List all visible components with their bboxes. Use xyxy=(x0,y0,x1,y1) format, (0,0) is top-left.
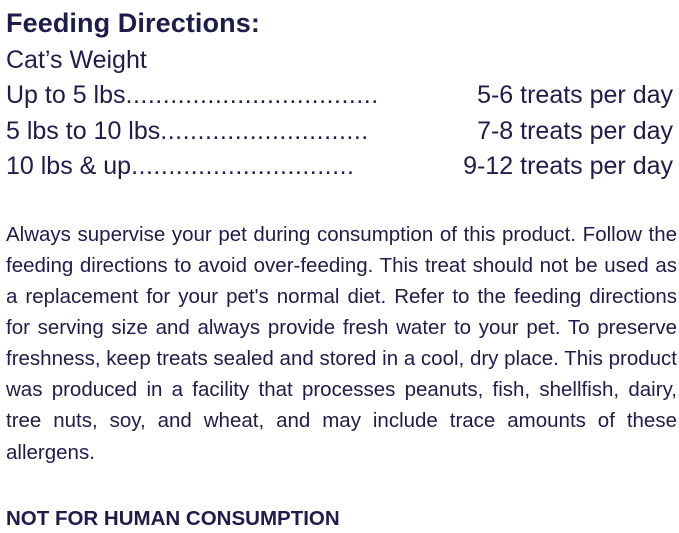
human-consumption-notice: NOT FOR HUMAN CONSUMPTION xyxy=(6,506,340,530)
weight-range: 5 lbs to 10 lbs xyxy=(6,116,161,145)
treats-per-day: 7-8 treats per day xyxy=(477,116,673,145)
treats-per-day: 5-6 treats per day xyxy=(477,81,673,110)
warning-text: Always supervise your pet during consumption of this product. Follow the feeding directions to avoid over-feeding. This treat should not be used as a replacement for your pet's normal diet. Refer to the feeding directions for serving size and always provide fresh water to your pet. To preserve freshness, keep treats sealed and stored in a cool, dry place. This product was produced in a facility that processes peanuts, fish, shellfish, dairy, tree nuts, soy, and wheat, and may include trace amounts of these allergens. xyxy=(6,222,677,464)
table-row xyxy=(6,78,673,114)
feeding-table xyxy=(6,78,673,185)
dot-leader: ............................ xyxy=(160,116,369,145)
table-row xyxy=(6,149,673,185)
cats-weight-label: Cat’s Weight xyxy=(6,45,147,74)
weight-range: 10 lbs & up xyxy=(6,152,132,181)
dot-leader: .................................. xyxy=(125,81,379,110)
page-title: Feeding Directions: xyxy=(6,8,260,38)
warning-paragraph xyxy=(6,219,677,499)
table-row xyxy=(6,114,673,150)
treats-per-day: 9-12 treats per day xyxy=(463,152,673,181)
weight-range: Up to 5 lbs xyxy=(6,81,126,110)
dot-leader: .............................. xyxy=(131,152,355,181)
